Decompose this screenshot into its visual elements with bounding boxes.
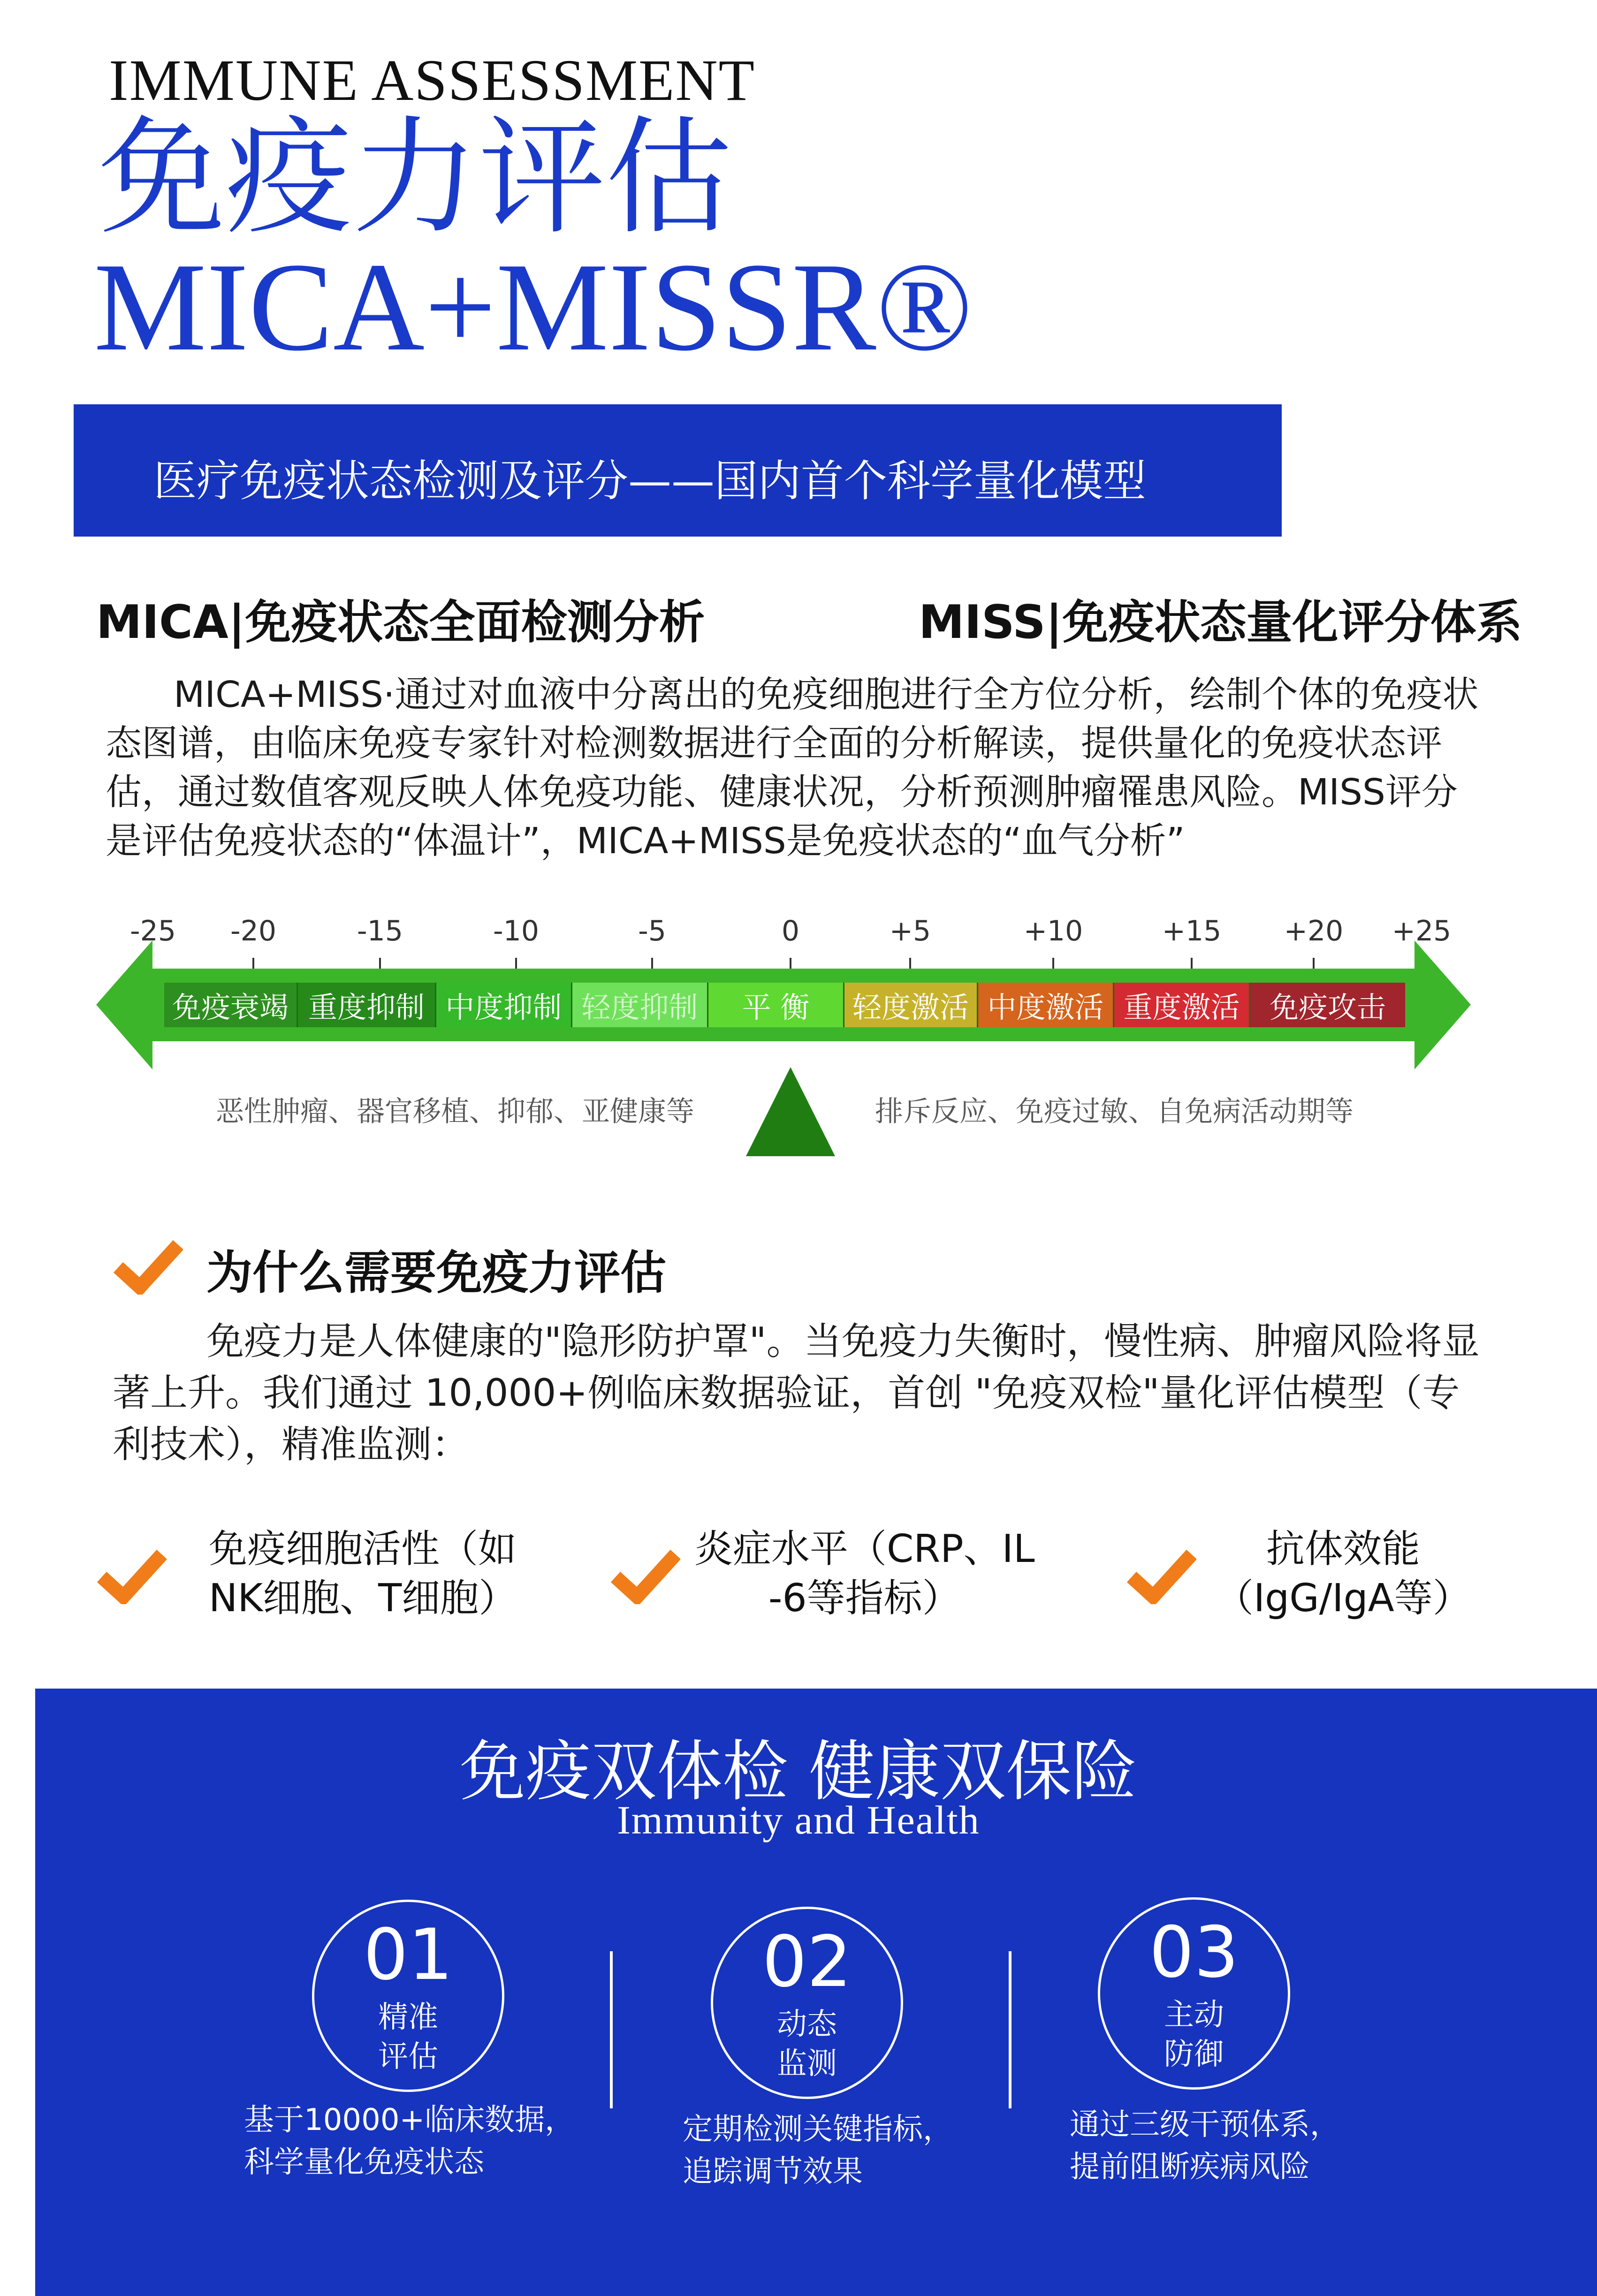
scale-tick: +15	[1162, 915, 1222, 947]
step-label: 评估	[378, 2039, 438, 2074]
step-label: 监测	[777, 2046, 837, 2081]
step-circle-01	[312, 1900, 504, 2092]
scale-tick: -5	[638, 915, 666, 947]
segment-label: 中度抑制	[445, 990, 562, 1024]
indicator-line: NK细胞、T细胞）	[209, 1576, 517, 1621]
scale-tick: +20	[1284, 915, 1344, 947]
scale-tick: -15	[357, 915, 403, 947]
scale-tick: -10	[493, 915, 539, 947]
indicator-line: 免疫细胞活性（如	[209, 1527, 517, 1571]
step-desc-line: 定期检测关键指标，	[683, 2112, 953, 2147]
scale-tick: +25	[1392, 915, 1452, 947]
segment-mild-activation	[844, 983, 978, 1027]
check-icon	[96, 1548, 167, 1604]
segment-label: 免疫衰竭	[172, 990, 289, 1024]
step-desc-line: 提前阻断疾病风险	[1070, 2150, 1310, 2184]
step-desc-01	[244, 2099, 575, 2183]
step-desc-03	[1070, 2104, 1340, 2188]
step-desc-line: 追踪调节效果	[683, 2154, 863, 2189]
scale-tick: -20	[230, 915, 276, 947]
scale-tick: +10	[1023, 915, 1083, 947]
balance-triangle-icon	[746, 1067, 835, 1156]
segment-label: 平 衡	[742, 990, 810, 1024]
caption-activation: 排斥反应、免疫过敏、自免病活动期等	[875, 1095, 1354, 1128]
check-icon	[1126, 1548, 1196, 1604]
eyebrow-title: IMMUNE ASSESSMENT	[109, 48, 755, 113]
indicator-antibody	[1215, 1524, 1471, 1623]
indicator-line: （IgG/IgA等）	[1215, 1576, 1471, 1621]
step-desc-line: 基于10000+临床数据，	[244, 2103, 575, 2137]
step-desc-02	[683, 2108, 953, 2193]
step-number: 02	[762, 1921, 852, 2003]
step-number: 03	[1149, 1912, 1239, 1993]
indicator-cell-activity	[209, 1524, 517, 1623]
step-circle-03	[1098, 1897, 1290, 2090]
segment-severe-activation	[1114, 983, 1250, 1027]
step-circle-02	[711, 1907, 903, 2099]
step-desc-line: 通过三级干预体系，	[1070, 2107, 1340, 2142]
tagline-banner	[74, 404, 1282, 537]
indicator-line: 抗体效能	[1266, 1527, 1420, 1571]
check-icon	[610, 1548, 680, 1604]
why-title: 为什么需要免疫力评估	[206, 1246, 667, 1300]
segment-label: 免疫攻击	[1269, 990, 1386, 1024]
page-title-cn: 免疫力评估	[99, 109, 732, 249]
tagline-text: 医疗免疫状态检测及评分——国内首个科学量化模型	[153, 456, 1147, 506]
slogan-en: Immunity and Health	[617, 1797, 980, 1842]
segment-immune-attack	[1250, 983, 1405, 1027]
intro-paragraph: MICA+MISS·通过对血液中分离出的免疫细胞进行全方位分析，绘制个体的免疫状态图谱，由临床免疫专家针对检测数据进行全面的分析解读，提供量化的免疫状态评估，通过数值客观反映人体免疫功能、健康状况，分析预测肿瘤罹患风险。MISS评分是评估免疫状态的“体温计”，MICA+MISS是免疫状态的“血气分析”	[106, 674, 1479, 862]
step-label: 防御	[1164, 2037, 1224, 2072]
segment-severe-suppression	[298, 983, 436, 1027]
segment-mild-suppression	[572, 983, 708, 1027]
segment-label: 中度激活	[987, 990, 1104, 1024]
scale-tick: -25	[130, 915, 176, 947]
step-label: 动态	[777, 2007, 837, 2042]
caption-suppression: 恶性肿瘤、器官移植、抑郁、亚健康等	[216, 1095, 694, 1128]
segment-immune-exhaustion	[164, 983, 298, 1027]
step-label: 精准	[378, 2000, 438, 2035]
segment-label: 轻度抑制	[581, 990, 698, 1024]
scale-tick: 0	[781, 915, 800, 947]
segment-label: 重度抑制	[308, 990, 425, 1024]
indicator-line: 炎症水平（CRP、IL	[694, 1527, 1035, 1571]
indicator-line: -6等指标）	[768, 1576, 961, 1621]
step-desc-line: 科学量化免疫状态	[244, 2145, 484, 2180]
step-number: 01	[363, 1914, 453, 1996]
page-title-en: MICA+MISSR®	[94, 237, 973, 377]
step-label: 主动	[1164, 1998, 1224, 2032]
subtitle-miss: MISS|免疫状态量化评分体系	[919, 596, 1522, 649]
segment-moderate-activation	[978, 983, 1114, 1027]
segment-label: 重度激活	[1123, 990, 1240, 1024]
slogan: 免疫双体检 健康双保险	[459, 1734, 1138, 1810]
scale-tick: +5	[889, 915, 931, 947]
check-icon	[113, 1238, 183, 1295]
indicator-inflammation	[694, 1524, 1035, 1623]
divider	[610, 1951, 613, 2108]
segment-moderate-suppression	[436, 983, 572, 1027]
segment-balance	[708, 983, 844, 1027]
why-paragraph: 免疫力是人体健康的"隐形防护罩"。当免疫力失衡时，慢性病、肿瘤风险将显著上升。我们通过 10,000+例临床数据验证，首创 "免疫双检"量化评估模型（专利技术），精准监测：	[113, 1319, 1480, 1466]
segment-label: 轻度激活	[852, 990, 969, 1024]
divider	[1009, 1951, 1011, 2108]
subtitle-mica: MICA|免疫状态全面检测分析	[96, 596, 705, 649]
immune-scale	[80, 905, 1487, 1168]
